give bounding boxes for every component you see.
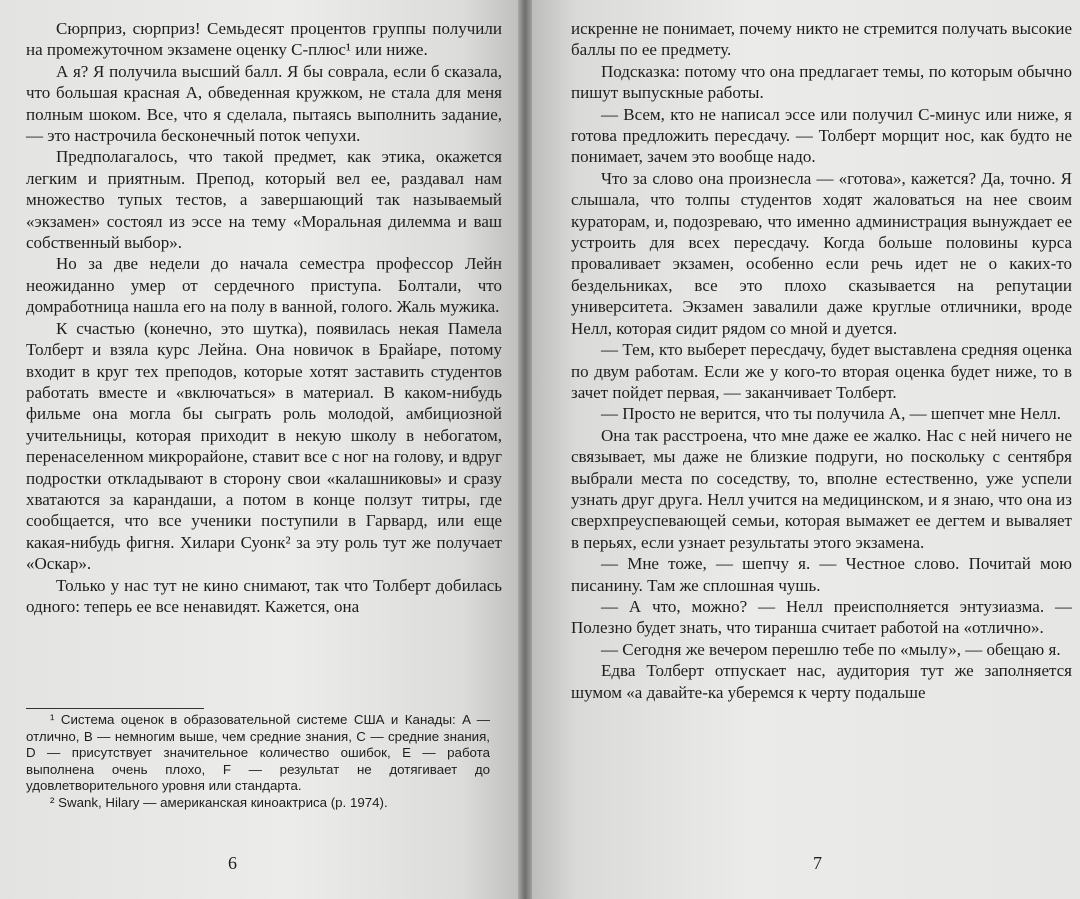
right-page	[527, 0, 1080, 899]
paragraph: — Сегодня же вечером перешлю тебе по «мылу», — обещаю я.	[601, 639, 1061, 659]
book-gutter	[518, 0, 532, 899]
paragraph: Сюрприз, сюрприз! Семьдесят процентов группы получили на промежуточном экзамене оценку С-плюс¹ или ниже.	[26, 19, 502, 60]
paragraph: — А что, можно? — Нелл преисполняется энтузиазма. — Полезно будет знать, что тиранша считает работой на «отлично».	[571, 596, 1072, 638]
paragraph: Только у нас тут не кино снимают, так что Толберт добилась одного: теперь ее все ненавидят. Кажется, она	[26, 575, 502, 616]
footnotes	[26, 712, 490, 812]
paragraph: А я? Я получила высший балл. Я бы соврала, если б сказала, что большая красная А, обведенная кружком, не стала для меня полным шоком. Все, что я сделала, пытаясь выполнить задание, — это настрочила бесконечный поток чепухи.	[26, 61, 502, 146]
page-number: 7	[813, 853, 822, 873]
paragraph: — Просто не верится, что ты получила А, — шепчет мне Нелл.	[601, 404, 1062, 424]
paragraph: Подсказка: потому что она предлагает темы, по которым обычно пишут выпускные работы.	[571, 61, 1072, 103]
paragraph: Едва Толберт отпускает нас, аудитория тут же заполняется шумом «а давайте-ка уберемся к черту подальше	[571, 661, 1072, 702]
left-page-body	[26, 18, 502, 617]
footnote: ² Swank, Hilary — американская киноактриса (р. 1974).	[50, 794, 388, 810]
paragraph: Что за слово она произнесла — «готова», кажется? Да, точно. Я слышала, что толпы студентов ходят жаловаться на нее своим кураторам, и, подозреваю, что именно администрация вынуждает ее устроить для всех пересдачу. Когда больше половины курса проваливает экзамен, особенно если речь идет не о каких-то бездельниках, все это плохо сказывается на репутации университета. Экзамен завалили даже круглые отличники, вроде Нелл, которая сидит рядом со мной и дуется.	[571, 168, 1072, 338]
footnote-separator	[26, 708, 204, 709]
footnote: ¹ Система оценок в образовательной системе США и Канады: A — отлично, B — немногим выше, чем средние знания, C — средние знания, D — присутствует значительное количество ошибок, E — работа выполнена очень плохо, F — результат не дотягивает до удовлетворительного уровня или стандарта.	[26, 712, 490, 794]
right-page-body	[571, 18, 1072, 703]
paragraph: Но за две недели до начала семестра профессор Лейн неожиданно умер от сердечного приступа. Болтали, что домработница нашла его на полу в ванной, голого. Жаль мужика.	[26, 254, 502, 317]
page-number: 6	[228, 853, 237, 873]
paragraph: — Всем, кто не написал эссе или получил С-минус или ниже, я готова предложить пересдачу. — Толберт морщит нос, как будто не понимает, зачем это вообще надо.	[571, 104, 1072, 167]
left-page	[0, 0, 524, 899]
paragraph: Она так расстроена, что мне даже ее жалко. Нас с ней ничего не связывает, мы даже не близкие подруги, но поскольку с сентября выбрали места по соседству, то, вполне естественно, уже успели узнать друг друга. Нелл учится на медицинском, и я знаю, что она из сверхпреуспевающей семьи, которая вымажет ее дегтем и вываляет в перьях, если узнает результаты этого экзамена.	[571, 425, 1072, 552]
paragraph: К счастью (конечно, это шутка), появилась некая Памела Толберт и взяла курс Лейна. Она новичок в Брайаре, потому входит в круг тех преподов, которые хотят заставить студентов работать вместе и «включаться» в материал. В каком-нибудь фильме она могла бы сыграть роль молодой, амбициозной учительницы, которая приходит в некую школу в небогатом, перенаселенном микрорайоне, ставит все с ног на голову, и вдруг подростки откладывают в сторону свои «калашниковы» и сразу хватаются за карандаши, а потом в конце ползут титры, где сообщается, что все ученики поступили в Гарвард, или еще какая-нибудь фигня. Хилари Суонк² за эту роль тут же получает «Оскар».	[26, 318, 502, 574]
paragraph: искренне не понимает, почему никто не стремится получать высокие баллы по ее предмету.	[571, 19, 1072, 60]
paragraph: — Мне тоже, — шепчу я. — Честное слово. Почитай мою писанину. Там же сплошная чушь.	[571, 554, 1072, 595]
paragraph: Предполагалось, что такой предмет, как этика, окажется легким и приятным. Препод, который вел ее, раздавал нам множество тупых тестов, а завершающий так называемый «экзамен» состоял из эссе на тему «Моральная дилемма и ваш собственный выбор».	[26, 147, 502, 253]
paragraph: — Тем, кто выберет пересдачу, будет выставлена средняя оценка по двум работам. Если же у кого-то вторая оценка будет ниже, то в зачет пойдет первая, — заканчивает Толберт.	[571, 340, 1072, 402]
